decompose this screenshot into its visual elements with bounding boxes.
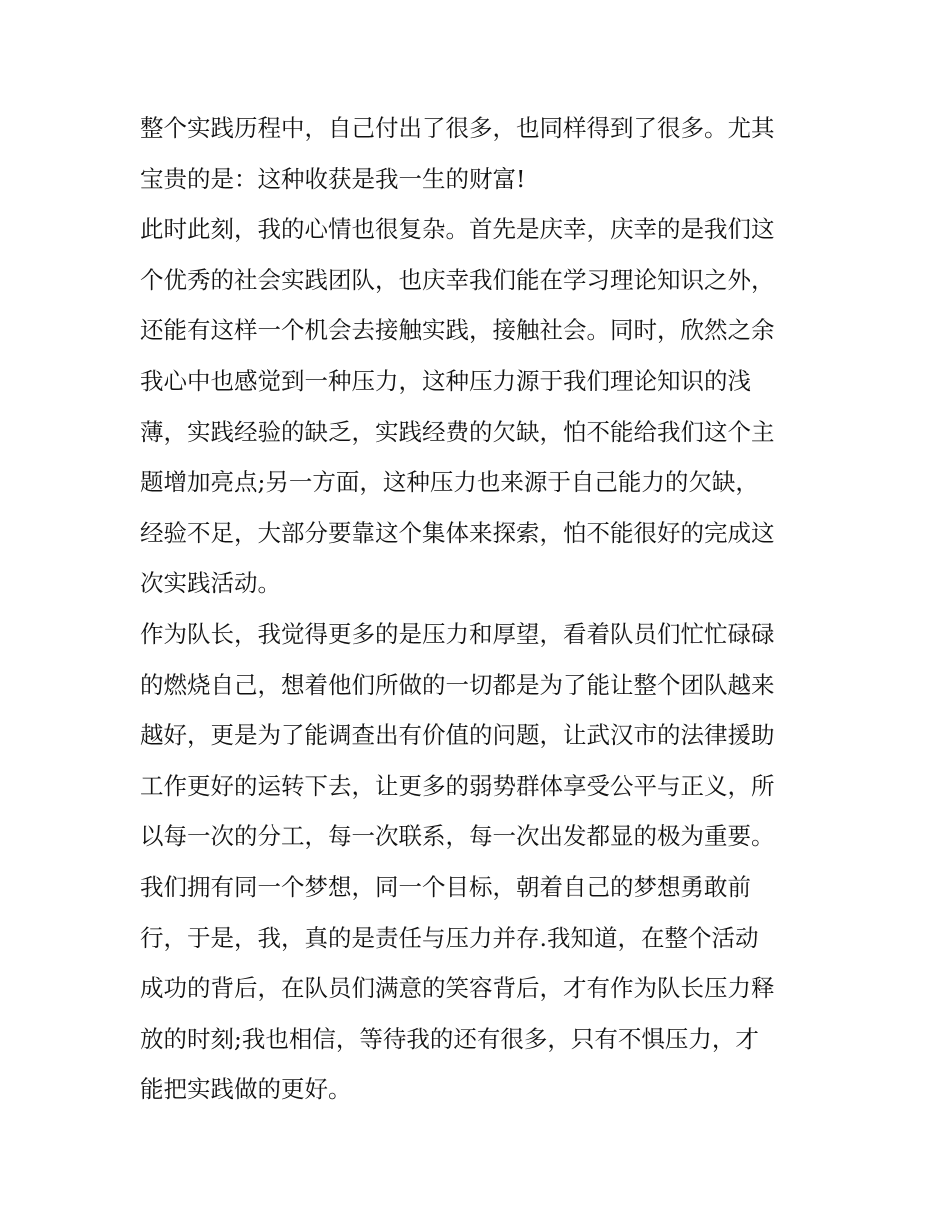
text-line: 我们拥有同一个梦想，同一个目标，朝着自己的梦想勇敢前 xyxy=(140,872,751,901)
text-line: 整个实践历程中，自己付出了很多，也同样得到了很多。尤其 xyxy=(140,114,775,142)
text-line: 以每一次的分工，每一次联系，每一次出发都显的极为重要。 xyxy=(140,822,775,851)
text-line: 次实践活动。 xyxy=(140,569,281,598)
text-line: 薄，实践经验的缺乏，实践经费的欠缺，怕不能给我们这个主 xyxy=(140,417,775,446)
text-line: 行，于是，我，真的是责任与压力并存.我知道，在整个活动 xyxy=(140,923,759,952)
text-line: 个优秀的社会实践团队，也庆幸我们能在学习理论知识之外， xyxy=(140,265,775,294)
text-line: 放的时刻;我也相信，等待我的还有很多，只有不惧压力，才 xyxy=(140,1024,759,1053)
document-body xyxy=(140,103,820,1115)
text-line: 的燃烧自己，想着他们所做的一切都是为了能让整个团队越来 xyxy=(140,670,775,699)
text-line: 此时此刻，我的心情也很复杂。首先是庆幸，庆幸的是我们这 xyxy=(140,215,775,244)
text-line: 工作更好的运转下去，让更多的弱势群体享受公平与正义，所 xyxy=(140,771,775,800)
text-line: 题增加亮点;另一方面，这种压力也来源于自己能力的欠缺， xyxy=(140,468,759,497)
text-line: 经验不足，大部分要靠这个集体来探索，怕不能很好的完成这 xyxy=(140,518,775,547)
text-line: 成功的背后，在队员们满意的笑容背后，才有作为队长压力释 xyxy=(140,974,775,1003)
text-line: 能把实践做的更好。 xyxy=(140,1075,352,1104)
text-line: 我心中也感觉到一种压力，这种压力源于我们理论知识的浅 xyxy=(140,366,751,395)
text-line: 还能有这样一个机会去接触实践，接触社会。同时，欣然之余 xyxy=(140,316,775,345)
text-line: 宝贵的是：这种收获是我一生的财富! xyxy=(140,164,526,193)
text-line: 作为队长，我觉得更多的是压力和厚望，看着队员们忙忙碌碌 xyxy=(140,619,775,648)
text-line: 越好，更是为了能调查出有价值的问题，让武汉市的法律援助 xyxy=(140,721,775,750)
